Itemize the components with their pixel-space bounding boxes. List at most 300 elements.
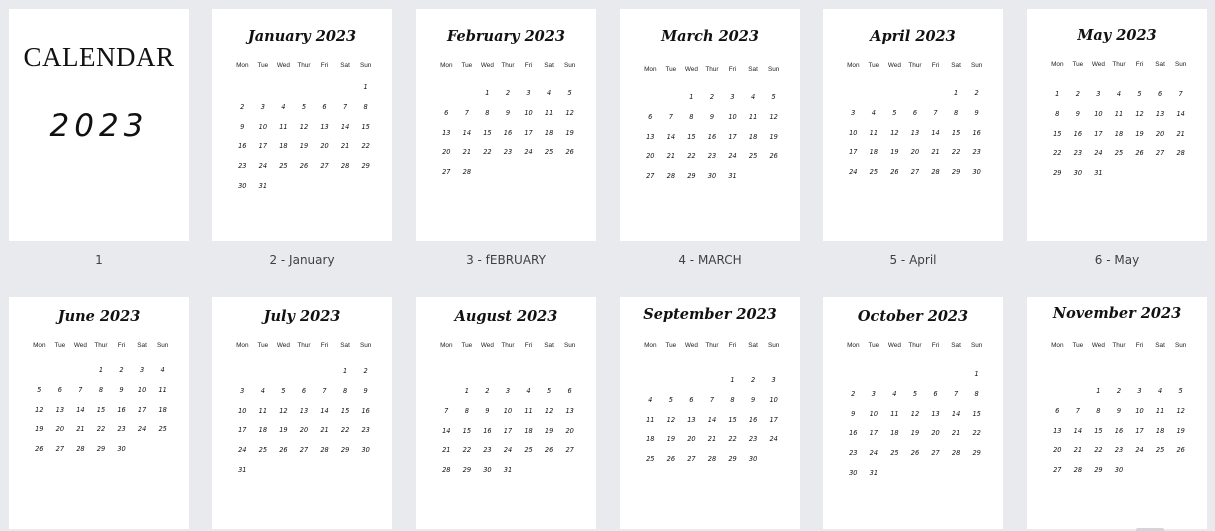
day-cell: 7 — [464, 108, 469, 117]
weekday-label: Sat — [137, 342, 147, 349]
day-cell: 9 — [750, 395, 756, 404]
day-cell: 5 — [37, 385, 42, 394]
day-cell — [843, 370, 864, 390]
weekday-label: Sat — [544, 342, 554, 349]
day-cell: 12 — [666, 415, 676, 424]
day-cell: 12 — [299, 122, 309, 131]
page-caption[interactable]: 4 - MARCH — [678, 253, 742, 267]
day-cell: 16 — [483, 426, 492, 435]
day-cell: 11 — [258, 406, 268, 415]
day-cell: 19 — [769, 132, 778, 141]
weekday-label: Mon — [644, 66, 657, 73]
day-cell: 18 — [279, 142, 288, 151]
day-cells — [232, 367, 376, 486]
weekday-label: Wed — [480, 62, 494, 69]
day-cell: 24 — [849, 168, 858, 177]
weekday-label: Mon — [440, 342, 453, 349]
day-cell: 15 — [972, 409, 981, 418]
day-cell: 11 — [158, 385, 167, 394]
day-cell: 19 — [1135, 129, 1144, 138]
day-cells — [436, 387, 580, 486]
page-thumbnail-month[interactable] — [9, 297, 189, 529]
day-cell: 21 — [707, 435, 717, 444]
weekday-label: Wed — [684, 342, 698, 349]
day-cell: 11 — [279, 122, 288, 131]
day-cell: 29 — [951, 168, 961, 177]
day-cell: 6 — [912, 108, 918, 117]
day-cell: 24 — [238, 446, 247, 455]
day-cell: 7 — [322, 386, 327, 395]
day-cell — [70, 366, 91, 386]
day-cell: 30 — [849, 468, 858, 477]
day-cell: 6 — [567, 387, 572, 395]
day-cell: 14 — [1176, 109, 1185, 118]
day-cell: 20 — [1155, 129, 1165, 138]
day-cell: 19 — [299, 142, 309, 151]
day-cell: 11 — [544, 108, 554, 117]
day-cell: 30 — [972, 168, 981, 177]
day-cell: 29 — [1053, 169, 1062, 178]
page-thumbnail-month[interactable] — [212, 9, 392, 241]
day-cell: 24 — [728, 152, 737, 161]
day-cell: 23 — [503, 148, 513, 157]
month-title: May 2023 — [1077, 27, 1157, 44]
day-cell: 13 — [55, 405, 65, 414]
day-cell: 17 — [258, 142, 268, 151]
day-cell: 11 — [890, 409, 899, 418]
day-cell — [884, 370, 905, 390]
day-cell — [681, 376, 702, 396]
day-cell — [1047, 387, 1068, 407]
day-cell: 14 — [462, 128, 472, 137]
day-cells — [29, 366, 173, 465]
day-cell: 14 — [442, 426, 451, 435]
day-cell — [864, 370, 885, 390]
weekday-label: Sat — [1155, 342, 1165, 349]
day-cell: 29 — [1094, 466, 1103, 475]
day-cell: 25 — [1155, 446, 1165, 455]
weekday-label: Thur — [705, 66, 719, 73]
month-title: August 2023 — [454, 308, 558, 325]
day-cell: 4 — [260, 386, 265, 395]
weekday-label: Thur — [297, 342, 311, 349]
day-cell: 15 — [951, 128, 961, 137]
day-cell: 12 — [890, 128, 899, 137]
day-cell: 23 — [707, 152, 717, 161]
day-cell: 7 — [933, 108, 938, 117]
day-cell: 31 — [869, 468, 879, 477]
day-cell: 10 — [769, 395, 778, 404]
day-cell: 19 — [890, 148, 899, 157]
day-cell: 16 — [707, 132, 717, 141]
day-cell: 15 — [1053, 129, 1062, 138]
day-cell: 2 — [485, 387, 490, 395]
day-cell: 12 — [35, 405, 44, 414]
weekday-label: Sun — [970, 62, 983, 69]
day-cell: 11 — [524, 406, 533, 415]
day-cell: 14 — [951, 409, 961, 418]
day-cell: 5 — [281, 386, 286, 395]
day-cell: 25 — [748, 152, 758, 161]
weekday-label: Sat — [340, 62, 350, 69]
weekday-label: Sun — [970, 342, 983, 349]
day-cell — [50, 366, 71, 386]
day-cell: 27 — [646, 172, 655, 181]
day-cell: 30 — [238, 181, 247, 190]
day-cell: 2 — [1075, 90, 1080, 98]
day-cell: 28 — [1073, 466, 1083, 475]
day-cell: 30 — [1114, 466, 1124, 475]
page-caption[interactable]: 5 - April — [889, 253, 937, 267]
day-cell: 17 — [849, 148, 858, 157]
day-cell — [640, 93, 661, 113]
weekday-label: Sun — [767, 66, 780, 73]
weekday-label: Sun — [563, 342, 576, 349]
weekday-label: Wed — [276, 342, 290, 349]
day-cell: 19 — [666, 435, 676, 444]
day-cell: 21 — [951, 429, 961, 438]
day-cells — [640, 93, 784, 192]
day-cell — [905, 370, 926, 390]
page-thumbnail-month[interactable] — [1027, 297, 1207, 529]
day-cell: 22 — [687, 152, 696, 161]
day-cell — [884, 89, 905, 109]
day-cell: 30 — [117, 445, 126, 454]
day-cell: 8 — [98, 385, 104, 394]
day-cell: 2 — [974, 89, 979, 97]
day-cell: 13 — [1053, 426, 1062, 435]
day-cell: 4 — [281, 102, 286, 111]
weekday-label: Wed — [684, 66, 698, 73]
day-cell — [232, 83, 253, 103]
day-cell: 12 — [1135, 109, 1144, 118]
day-cell: 6 — [648, 112, 653, 121]
day-cell — [946, 370, 967, 390]
weekday-label: Thur — [1112, 61, 1126, 68]
day-cell: 30 — [748, 455, 758, 464]
day-cell: 7 — [709, 395, 715, 404]
weekday-label: Mon — [1051, 61, 1064, 68]
day-cell: 8 — [342, 386, 348, 395]
day-cell: 14 — [76, 405, 85, 414]
day-cell: 7 — [668, 112, 673, 121]
weekday-label: Fri — [728, 66, 737, 73]
day-cell: 13 — [299, 406, 309, 415]
day-cell: 1 — [464, 387, 469, 395]
page-thumbnail-cover[interactable] — [9, 9, 189, 241]
day-cell: 15 — [728, 415, 737, 424]
day-cell: 24 — [258, 162, 268, 171]
weekday-label: Fri — [931, 62, 940, 69]
page-caption[interactable]: 3 - fEBRUARY — [466, 253, 546, 267]
weekday-label: Sat — [748, 66, 758, 73]
weekday-label: Sat — [748, 342, 758, 349]
day-cell: 31 — [258, 181, 268, 190]
day-cell: 9 — [363, 386, 368, 395]
day-cell: 16 — [503, 128, 513, 137]
page-thumbnail-month[interactable] — [620, 9, 800, 241]
weekday-label: Fri — [320, 62, 329, 69]
day-cell: 26 — [279, 446, 288, 455]
day-cell: 20 — [1053, 446, 1062, 455]
day-cell: 19 — [565, 128, 574, 137]
day-cell: 2 — [709, 93, 715, 101]
weekday-label: Tue — [1072, 61, 1084, 68]
month-title: October 2023 — [857, 308, 969, 325]
day-cell: 18 — [524, 426, 533, 435]
weekday-label: Tue — [257, 342, 269, 349]
day-cell — [273, 83, 294, 103]
page-caption[interactable]: 1 — [95, 253, 103, 267]
day-cell: 16 — [117, 405, 126, 414]
page-thumbnail-month[interactable] — [212, 297, 392, 529]
day-cell: 10 — [524, 108, 533, 117]
day-cell — [273, 367, 294, 387]
day-cell: 4 — [892, 389, 897, 398]
day-cell: 8 — [1055, 109, 1060, 118]
day-cell: 5 — [567, 89, 572, 97]
day-cell: 22 — [1094, 446, 1103, 455]
day-cell — [314, 83, 335, 103]
day-cell: 20 — [931, 429, 940, 438]
day-cell: 6 — [1157, 90, 1163, 98]
weekday-label: Tue — [665, 66, 677, 73]
day-cell: 28 — [442, 466, 451, 475]
day-cell: 22 — [972, 429, 981, 438]
day-cell: 21 — [320, 426, 329, 435]
day-cells — [640, 376, 784, 475]
day-cell: 1 — [1096, 387, 1101, 395]
day-cell: 26 — [890, 168, 899, 177]
day-cell: 1 — [363, 83, 368, 91]
day-cell — [232, 367, 253, 387]
weekday-header — [640, 342, 784, 349]
day-cell: 6 — [301, 386, 307, 395]
weekday-label: Mon — [33, 342, 46, 349]
day-cell: 10 — [869, 409, 879, 418]
month-grid — [232, 342, 376, 486]
day-cell — [29, 366, 50, 386]
month-title: March 2023 — [661, 28, 759, 45]
day-cell: 22 — [483, 148, 492, 157]
day-cell: 9 — [974, 108, 979, 117]
day-cell: 15 — [340, 406, 350, 415]
day-cell: 24 — [1094, 149, 1103, 158]
day-cell: 28 — [340, 162, 350, 171]
day-cell: 6 — [57, 385, 62, 394]
day-cell: 3 — [871, 389, 876, 398]
weekday-header — [640, 66, 784, 73]
day-cell: 17 — [524, 128, 533, 137]
day-cell — [436, 387, 457, 407]
day-cell: 14 — [931, 128, 940, 137]
day-cell: 7 — [444, 406, 449, 415]
weekday-label: Mon — [644, 342, 657, 349]
day-cell: 13 — [565, 406, 574, 415]
day-cell: 17 — [137, 405, 147, 414]
day-cell: 14 — [320, 406, 329, 415]
day-cell: 3 — [526, 89, 531, 97]
day-cell: 5 — [668, 395, 673, 404]
day-cells — [436, 89, 580, 188]
day-cell: 8 — [485, 108, 490, 117]
weekday-label: Sat — [951, 342, 961, 349]
day-cell: 27 — [442, 168, 451, 177]
page-thumbnail-month[interactable] — [416, 9, 596, 241]
day-cell: 2 — [750, 376, 756, 384]
day-cell: 13 — [1155, 109, 1165, 118]
day-cell: 26 — [565, 148, 574, 157]
day-cell — [702, 376, 723, 396]
day-cell: 25 — [279, 162, 288, 171]
day-cell: 28 — [76, 445, 85, 454]
day-cell: 5 — [771, 93, 776, 101]
day-cell: 24 — [503, 446, 513, 455]
day-cell: 12 — [910, 409, 920, 418]
day-cell: 24 — [769, 435, 778, 444]
weekday-label: Thur — [908, 342, 922, 349]
month-title: September 2023 — [643, 306, 777, 323]
day-cell: 24 — [869, 449, 879, 458]
day-cell: 16 — [849, 429, 858, 438]
day-cell: 6 — [933, 389, 938, 398]
day-cell: 8 — [363, 102, 368, 111]
weekday-label: Wed — [887, 342, 901, 349]
weekday-label: Sat — [544, 62, 554, 69]
day-cell: 23 — [1114, 446, 1124, 455]
weekday-header — [436, 342, 580, 349]
day-cell: 17 — [1135, 426, 1144, 435]
day-cell: 6 — [689, 395, 694, 404]
day-cell: 9 — [505, 108, 511, 117]
weekday-header — [232, 342, 376, 349]
day-cell: 14 — [340, 122, 350, 131]
day-cell: 21 — [76, 425, 85, 434]
month-title: February 2023 — [447, 28, 565, 45]
weekday-label: Sat — [340, 342, 350, 349]
page-caption[interactable]: 6 - May — [1094, 253, 1140, 267]
day-cell: 12 — [1176, 406, 1185, 415]
day-cell: 18 — [890, 429, 899, 438]
day-cell: 5 — [1178, 387, 1183, 395]
day-cell: 13 — [442, 128, 451, 137]
day-cell: 16 — [361, 406, 370, 415]
day-cell: 3 — [505, 387, 511, 395]
day-cell: 20 — [687, 435, 696, 444]
day-cells — [843, 370, 987, 489]
day-cell: 24 — [524, 148, 533, 157]
day-cell: 4 — [750, 93, 756, 101]
day-cell: 3 — [139, 366, 145, 374]
page-thumbnail-month[interactable] — [823, 9, 1003, 241]
day-cell: 25 — [158, 425, 167, 434]
day-cell: 8 — [730, 395, 735, 404]
day-cell: 31 — [1094, 169, 1103, 178]
month-grid — [232, 62, 376, 202]
day-cell: 29 — [361, 162, 370, 171]
weekday-label: Tue — [461, 62, 473, 69]
day-cell: 15 — [361, 122, 370, 131]
day-cell: 15 — [483, 128, 492, 137]
day-cell: 23 — [1073, 149, 1083, 158]
day-cell: 7 — [953, 389, 959, 398]
day-cell: 2 — [505, 89, 511, 97]
day-cell: 3 — [771, 376, 776, 384]
weekday-label: Sat — [951, 62, 961, 69]
day-cell: 17 — [769, 415, 778, 424]
day-cell: 20 — [442, 148, 451, 157]
weekday-header — [232, 62, 376, 69]
page-thumbnail-month[interactable] — [823, 297, 1003, 529]
weekday-label: Fri — [524, 62, 533, 69]
day-cell: 25 — [258, 446, 268, 455]
weekday-label: Thur — [94, 342, 108, 349]
day-cell: 10 — [137, 385, 147, 394]
weekday-label: Tue — [54, 342, 66, 349]
day-cell: 26 — [35, 445, 44, 454]
day-cells — [232, 83, 376, 202]
cover-year: 2023 — [49, 108, 149, 144]
weekday-label: Wed — [73, 342, 87, 349]
day-cell: 9 — [485, 406, 490, 415]
month-grid — [640, 342, 784, 475]
day-cell: 28 — [931, 168, 940, 177]
day-cell: 2 — [363, 367, 368, 375]
day-cell: 17 — [728, 132, 737, 141]
day-cell: 3 — [260, 102, 265, 111]
day-cell: 5 — [301, 102, 307, 111]
day-cell: 23 — [238, 162, 247, 171]
day-cell — [436, 89, 457, 109]
day-cell: 12 — [769, 112, 778, 121]
day-cell: 30 — [361, 446, 370, 455]
day-cell: 13 — [910, 128, 920, 137]
day-cell: 4 — [1157, 387, 1163, 395]
day-cell — [661, 376, 682, 396]
page-caption[interactable]: 2 - January — [269, 253, 335, 267]
day-cell: 6 — [322, 102, 327, 111]
day-cell — [294, 83, 315, 103]
day-cell — [314, 367, 335, 387]
day-cell: 10 — [238, 406, 247, 415]
page-thumbnail-month[interactable] — [1027, 9, 1207, 241]
day-cell — [905, 89, 926, 109]
day-cell: 22 — [1053, 149, 1062, 158]
day-cell: 26 — [1176, 446, 1185, 455]
day-cell: 1 — [953, 89, 959, 97]
day-cell: 28 — [951, 449, 961, 458]
page-thumbnail-month[interactable] — [620, 297, 800, 529]
day-cells — [1047, 90, 1191, 189]
day-cell: 19 — [35, 425, 44, 434]
page-thumbnail-month[interactable] — [416, 297, 596, 529]
day-cell: 16 — [748, 415, 758, 424]
month-grid — [843, 62, 987, 188]
day-cell: 1 — [485, 89, 490, 97]
day-cell: 13 — [320, 122, 329, 131]
day-cell: 4 — [160, 366, 165, 374]
day-cell — [1068, 387, 1089, 407]
day-cell: 30 — [707, 172, 717, 181]
day-cell — [925, 370, 946, 390]
weekday-header — [843, 62, 987, 69]
day-cell: 14 — [1073, 426, 1083, 435]
day-cell — [253, 367, 274, 387]
day-cell: 30 — [1073, 169, 1083, 178]
day-cell: 18 — [1155, 426, 1165, 435]
day-cell: 25 — [646, 455, 655, 464]
day-cell: 27 — [299, 446, 309, 455]
